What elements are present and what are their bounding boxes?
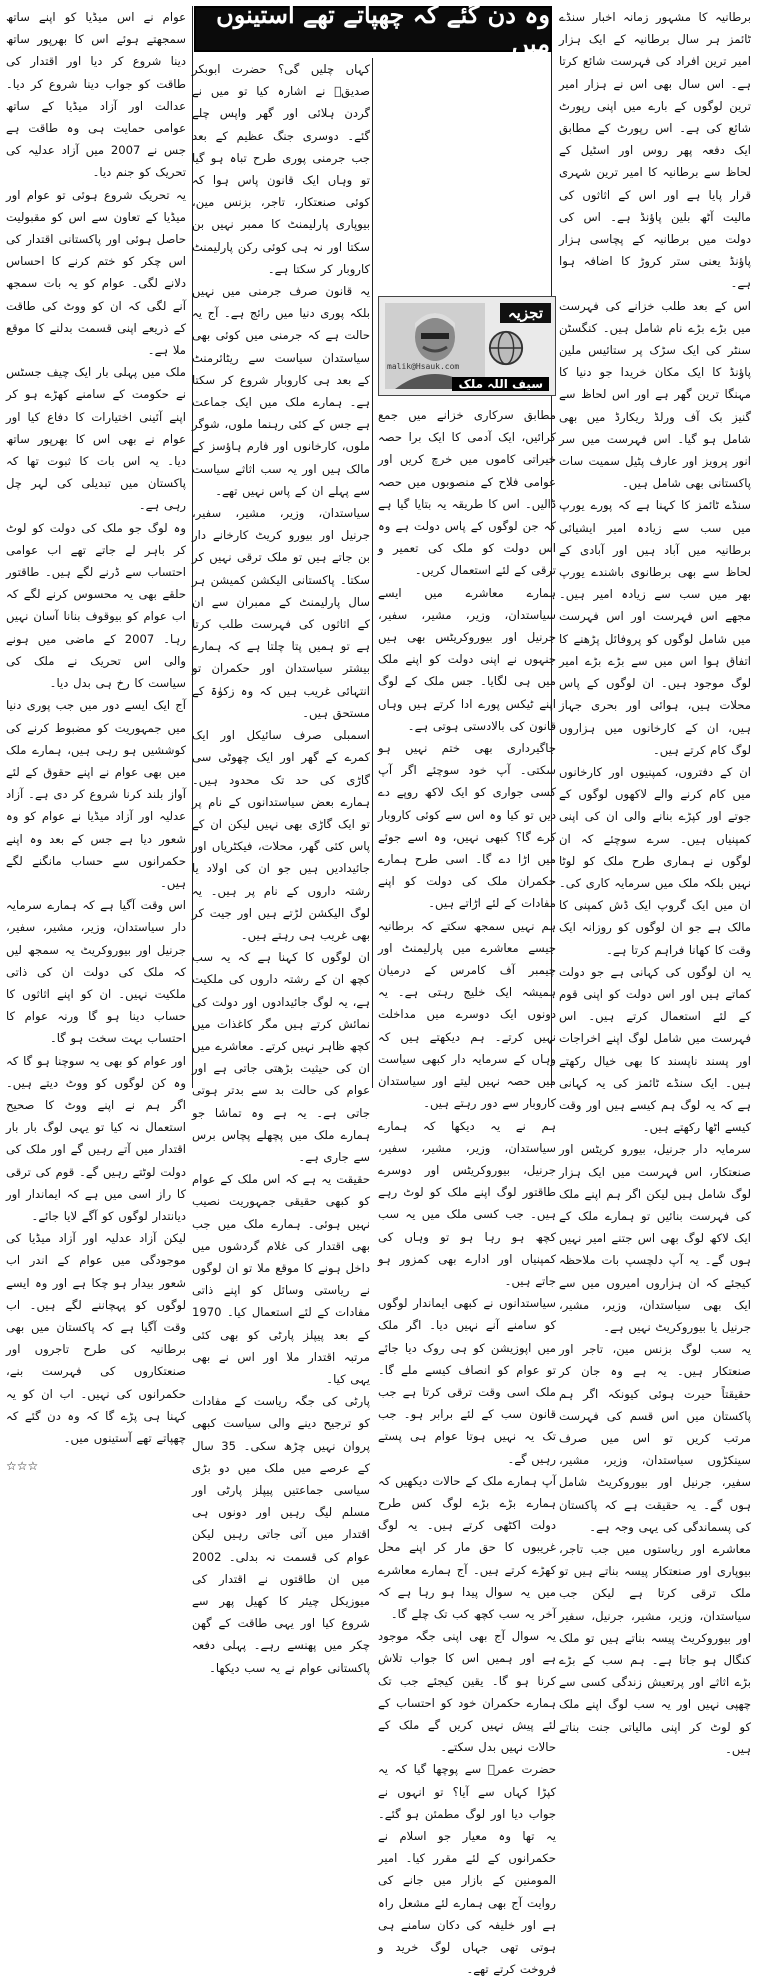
paragraph: عوام نے اس میڈیا کو اپنے ساتھ سمجھتے ہوئے اس کا بھرپور ساتھ دینا شروع کر دیا اور اقتدار کی طاقت کو جواب دینا شروع کر دیا۔ عدالت اور آزاد میڈیا کے ساتھ عوامی حمایت ہی وہ طاقت ہے جس نے 2007 میں آزاد عدلیہ کی تحریک کو جنم دیا۔: [6, 10, 186, 180]
paragraph: وہ لوگ جو ملک کی دولت کو لوٹ کر باہر لے جاتے تھے اب عوامی احتساب سے ڈرنے لگے ہیں۔ طاقتور حلقے بھی یہ محسوس کرنے لگے کہ اب عوام کو بیوقوف بنانا آسان نہیں رہا۔ 2007 کے ماضی میں ہونے والی اس تحریک نے ملک کی سیاست کا رخ ہی بدل دیا۔: [6, 520, 186, 691]
column-rule: [372, 58, 373, 1088]
column-4: [6, 6, 186, 1474]
paragraph: حقیقت یہ ہے کہ اس ملک کے عوام کو کبھی حقیقی جمہوریت نصیب نہیں ہوئی۔ ہمارے ملک میں جب بھی اقتدار کی غلام گردشوں میں داخل ہونے کا موقع ملا تو ان لوگوں نے ریاستی وسائل کو اپنے ذاتی مفادات کے لئے استعمال کیا۔ 1970 کے بعد پیپلز پارٹی کو بھی کئی مرتبہ اقتدار ملا اور اس نے بھی یہی کیا۔: [192, 1172, 370, 1386]
paragraph: پارٹی کی جگہ ریاست کے مفادات کو ترجیح دینے والی سیاست کبھی پروان نہیں چڑھ سکی۔ 35 سال کے عرصے میں ملک میں دو بڑی سیاسی جماعتیں پیپلز پارٹی اور مسلم لیگ رہیں اور دونوں ہی اقتدار میں آتی جاتی رہیں لیکن عوام کی قسمت نہ بدلی۔ 2002 میں ان طاقتوں نے اقتدار کی میوزیکل چیئر کا کھیل پھر سے شروع کیا اور یہی طاقت کے گھن چکر میں پھنسے رہے۔ پہلی دفعہ پاکستانی عوام نے یہ سب دیکھا۔: [192, 1394, 370, 1675]
column-3-left-under-headline: [192, 58, 370, 1675]
paragraph: ہمارے معاشرے میں ایسے سیاستدان، وزیر، مشیر، سفیر، جرنیل اور بیوروکریٹس بھی ہیں جنہوں نے اپنی دولت کو اپنے ملک میں ہی لگایا۔ جس ملک کے لوگ اپنے ٹیکس پورے ادا کرتے ہیں وہاں قانون کی بالادستی ہوتی ہے۔: [378, 585, 556, 733]
paragraph: سرمایہ دار جرنیل، بیورو کریٹس اور صنعتکار، اس فہرست میں ایک ہزار لوگ شامل ہیں لیکن اگر ہم اپنے ملک کی فہرست بنائیں تو ہمارے ملک کے ایک لاکھ لوگ بھی اس جتنے امیر نہیں ہوں گے۔ یہ آپ دلچسپ بات ملاحظہ کیجئے کہ ان ہزاروں امیروں میں سے ایک بھی سیاستدان، وزیر، مشیر، جرنیل یا بیوروکریٹ نہیں ہے۔: [559, 1142, 751, 1334]
paragraph: یہ سوال آج بھی اپنی جگہ موجود ہے اور ہمیں اس کا جواب تلاش کرنا ہو گا۔ یقین کیجئے جب تک ہمارے حکمران خود کو احتساب کے لئے پیش نہیں کریں گے ملک کے حالات نہیں بدل سکتے۔: [378, 1629, 556, 1755]
paragraph: آپ ہمارے ملک کے حالات دیکھیں کہ ہمارے بڑے بڑے لوگ کس طرح دولت اکٹھی کرتے ہیں۔ یہ لوگ غریبوں کا حق مار کر اپنے محل کھڑے کرتے ہیں۔ آج ہمارے معاشرے میں یہ سوال پیدا ہو رہا ہے کہ آخر یہ سب کچھ کب تک چلے گا۔: [378, 1473, 556, 1621]
paragraph: جاگیرداری بھی ختم نہیں ہو سکتی۔ آپ خود سوچئے اگر آپ کسی جواری کو ایک لاکھ روپے دے دیں تو کیا وہ اس سے کوئی کاروبار کرے گا؟ کبھی نہیں، وہ اسے جوئے میں اڑا دے گا۔ اسی طرح ہمارے حکمران ملک کی دولت کو اپنے مفادات کے لئے اڑاتے ہیں۔: [378, 741, 556, 911]
columnist-byline: سیف اللہ ملک: [452, 377, 549, 391]
paragraph: برطانیہ کا مشہور زمانہ اخبار سنڈے ٹائمز ہر سال برطانیہ کے ایک ہزار امیر ترین افراد کی فہرست شائع کرتا ہے۔ اس سال بھی اس نے ہزار امیر ترین لوگوں کے بارے میں اپنی رپورٹ شائع کی ہے۔ اس رپورٹ کے مطابق ایک دفعہ پھر روس اور اسٹیل کے لحاظ سے برطانیہ کا امیر ترین شہری قرار پایا ہے اور اس کے اثاثوں کی مالیت آٹھ بلین پاؤنڈ ہے۔ اس کی دولت میں برطانیہ کے پچاسی ہزار پاؤنڈ یعنی ستر کروڑ کا اضافہ ہوا ہے۔: [559, 10, 751, 291]
paragraph: یہ سب لوگ بزنس مین، تاجر اور صنعتکار ہیں۔ یہ ہے وہ جان کر حقیقتاً حیرت ہوئی کیونکہ اگر ہم پاکستان میں اس قسم کی فہرست مرتب کریں تو اس میں صرف سینکڑوں سیاستدان، وزیر، مشیر، سفیر، جرنیل اور بیوروکریٹ شامل ہوں گے۔ یہ حقیقت ہے کہ پاکستان کی پسماندگی کی یہی وجہ ہے۔: [559, 1342, 751, 1534]
paragraph: ان کے دفتروں، کمپنیوں اور کارخانوں میں کام کرنے والے لاکھوں لوگوں کے جوتے اور کپڑے بنانے والی ان کی اپنی کمپنیاں ہیں۔ سرے سوچئے کہ ان لوگوں نے ہماری طرح ملک کو لوٹا نہیں بلکہ ملک میں سرمایہ کاری کی۔ ان میں ایک گروپ ایک ڈش کمپنی کا مالک ہے جو ان لوگوں کو روزانہ ایک وقت کا کھانا فراہم کرتا ہے۔: [559, 764, 751, 957]
paragraph: آج ایک ایسے دور میں جب پوری دنیا میں جمہوریت کو مضبوط کرنے کی کوششیں ہو رہی ہیں، ہمارے ملک میں بھی عوام نے اپنے حقوق کے لئے آواز بلند کرنا شروع کر دی ہے۔ آزاد عدلیہ اور آزاد میڈیا نے عوام کو وہ شعور دیا ہے جس کے بعد وہ اپنے حکمرانوں سے حساب مانگنے لگے ہیں۔: [6, 698, 186, 890]
paragraph: ان لوگوں کا کہنا ہے کہ یہ سب کچھ ان کے رشتہ داروں کی ملکیت ہے، یہ لوگ جائیدادوں اور دولت کی نمائش کرتے ہیں مگر کاغذات میں کچھ ظاہر نہیں کرتے۔ معاشرے میں ان کی حیثیت بڑھتی جاتی ہے اور عوام کی حالت بد سے بدتر ہوتی جاتی ہے۔ یہ ہے وہ تماشا جو ہمارے ملک میں پچھلے پچاس برس سے جاری ہے۔: [192, 950, 370, 1164]
globe-icon: [487, 329, 525, 367]
paragraph: ہم نہیں سمجھ سکتے کہ برطانیہ جیسے معاشرے میں پارلیمنٹ اور چیمبر آف کامرس کے درمیان ہمیشہ ایک خلیج رہتی ہے۔ یہ دونوں ایک دوسرے میں مداخلت نہیں کرتے۔ ہم دیکھتے ہیں کہ وہاں کے سرمایہ دار کبھی سیاست میں حصہ نہیں لیتے اور سیاستدان کاروبار سے دور رہتے ہیں۔: [378, 918, 556, 1111]
paragraph: سنڈے ٹائمز کا کہنا ہے کہ پورے یورپ میں سب سے زیادہ امیر ایشیائی برطانیہ میں آباد ہیں اور آبادی کے لحاظ سے بھی برطانوی باشندے یورپ بھر میں سب سے زیادہ امیر ہیں۔ مجھے اس فہرست اور اس فہرست میں شامل لوگوں کو پروفائل پڑھنے کا اتفاق ہوا اس میں سے بڑے بڑے امیر لوگ موجود ہیں۔ ان لوگوں کے پاس محلات ہیں، ہوائی اور بحری جہاز ہیں، ان کے کارخانوں میں ہزاروں لوگ کام کرتے ہیں۔: [559, 498, 751, 757]
paragraph: اور عوام کو بھی یہ سوچنا ہو گا کہ وہ کن لوگوں کو ووٹ دیتے ہیں۔ اگر ہم نے اپنے ووٹ کا صحیح استعمال نہ کیا تو یہی لوگ بار بار اقتدار میں آتے رہیں گے اور ملک کی دولت لوٹتے رہیں گے۔ قوم کی ترقی کا راز اسی میں ہے کہ ایماندار اور دیانتدار لوگوں کو آگے لایا جائے۔: [6, 1053, 186, 1223]
paragraph: معاشرے اور ریاستوں میں جب تاجر، بیوپاری اور صنعتکار پیسہ بناتے ہیں تو ملک ترقی کرتا ہے لیکن جب سیاستدان، وزیر، مشیر، جرنیل، سفیر اور بیوروکریٹ پیسہ بناتے ہیں تو ملک کنگال ہو جاتا ہے۔ ہم سب کے بڑے بڑے اثاثے اور پرتعیش زندگی کسی سے چھپی نہیں اور یہ سب لوگ اپنے ملک کو لوٹ کر اپنی مالیاتی جنت بناتے ہیں۔: [559, 1542, 751, 1756]
column-1: [559, 6, 751, 1756]
headline-text: وہ دن گئے کہ چھپاتے تھے آستینوں میں: [216, 0, 550, 58]
paragraph: ملک میں پہلی بار ایک چیف جسٹس نے حکومت کے سامنے کھڑے ہو کر اپنے آئینی اختیارات کا دفاع کیا اور عوام نے بھی اس کا بھرپور ساتھ دیا۔ یہ اس بات کا ثبوت تھا کہ پاکستان میں تبدیلی کی لہر چل رہی ہے۔: [6, 365, 186, 513]
paragraph: اس کے بعد طلب خزانے کی فہرست میں بڑے بڑے نام شامل ہیں۔ کنگسٹن سنٹر کی ایک سڑک پر ستائیس ملین پاؤنڈ کا ایک مکان خریدا جو دنیا کا مہنگا ترین گھر ہے اور اس لحاظ سے گنیز بک آف ورلڈ ریکارڈ میں بھی شامل ہو گیا۔ اس فہرست میں سر انور پرویز اور عارف پٹیل سمیت سات پاکستانی بھی شامل ہیں۔: [559, 298, 751, 491]
end-mark: ☆☆☆: [6, 1459, 39, 1474]
paragraph: کہاں چلیں گی؟ حضرت ابوبکر صدیقؓ نے اشارہ کیا تو میں نے گردن ہلائی اور گھر واپس چلے گئے۔ دوسری جنگ عظیم کے بعد جب جرمنی پوری طرح تباہ ہو گیا تو وہاں ایک قانون پاس ہوا کہ کوئی صنعتکار، تاجر، بزنس مین، بیوپاری پارلیمنٹ کا ممبر نہیں بن سکتا اور نہ ہی کوئی رکن پارلیمنٹ کاروبار کر سکتا ہے۔: [192, 62, 370, 276]
paragraph: یہ تحریک شروع ہوئی تو عوام اور میڈیا کے تعاون سے اس کو مقبولیت حاصل ہوئی اور پاکستانی اقتدار کی اس چکر کو ختم کرنے کا احساس دلانے لگی۔ عوام کو یہ بات سمجھ آنے لگی کہ ان کو ووٹ کی طاقت کے ذریعے اپنی قسمت بدلنے کا موقع ملا ہے۔: [6, 187, 186, 358]
newspaper-page: [6, 0, 751, 1977]
paragraph: ہم نے یہ دیکھا کہ ہمارے سیاستدان، وزیر، مشیر، سفیر، جرنیل، بیوروکریٹس اور دوسرے طاقتور لوگ اپنے ملک کو لوٹ رہے ہیں۔ جب کسی ملک میں یہ سب کچھ ہو رہا ہو تو وہاں کی کمپنیاں اور ادارے بھی کمزور ہو جاتے ہیں۔: [378, 1118, 556, 1288]
paragraph: اسمبلی صرف سائیکل اور ایک کمرے کے گھر اور ایک چھوٹی سی گاڑی کی حد تک محدود ہیں۔ ہمارے بعض سیاستدانوں کے نام پر تو ایک گاڑی بھی نہیں لیکن ان کے پاس کئی گھر، محلات، فیکٹریاں اور جائیدادیں ہیں جو ان کی اولاد یا رشتہ داروں کے نام پر ہیں۔ یہ لوگ الیکشن لڑتے ہیں اور جیت کر بھی غریب ہی رہتے ہیں۔: [192, 728, 370, 942]
columnist-email: malik@Hsauk.com: [387, 362, 460, 371]
paragraph: حضرت عمرؓ سے پوچھا گیا کہ یہ کپڑا کہاں سے آیا؟ تو انہوں نے جواب دیا اور لوگ مطمئن ہو گئے۔ یہ تھا وہ معیار جو اسلام نے حکمرانوں کے لئے مقرر کیا۔ امیر المومنین کے بازار میں جانے کی روایت آج بھی ہمارے لئے مشعل راہ ہے اور خلیفہ کی دکان سامنے ہی ہوتی تھی جہاں لوگ خرید و فروخت کرتے تھے۔: [378, 1762, 556, 1977]
paragraph: یہ ان لوگوں کی کہانی ہے جو دولت کماتے ہیں اور اس دولت کو اپنی قوم کے لئے استعمال کرتے ہیں۔ اس فہرست میں شامل لوگ اپنے اخراجات اور پسند ناپسند کا بھی خیال رکھتے ہیں۔ ایک سنڈے ٹائمز کی یہ کہانی ہے کہ یہ لوگ ہم کیسے ہیں اور وقت کیسے اٹھا رکھتے ہیں۔: [559, 964, 751, 1135]
paragraph: مطابق سرکاری خزانے میں جمع کرائیں، ایک آدمی کا ایک برا حصہ خیراتی کاموں میں خرچ کریں اور عوامی فلاح کے منصوبوں میں حصہ ڈالیں۔ اس کا طریقہ یہ بتایا گیا ہے کہ جن لوگوں کے پاس دولت ہے وہ اس دولت کو ملک کی تعمیر و ترقی کے لئے استعمال کریں۔: [378, 408, 556, 578]
columnist-photo-box: [378, 296, 556, 396]
paragraph: سیاستدانوں نے کبھی ایماندار لوگوں کو سامنے آنے نہیں دیا۔ اگر ملک میں اپوزیشن کو ہی روک دیا جائے تو عوام کو انصاف کیسے ملے گا۔ ملک اسی وقت ترقی کرتا ہے جب قانون سب کے لئے برابر ہو۔ جب تک یہ نہیں ہوتا عوام ہی پستے رہیں گے۔: [378, 1296, 556, 1466]
article-headline: [194, 0, 552, 58]
paragraph: اس وقت آگیا ہے کہ ہمارے سرمایہ دار سیاستدان، وزیر، مشیر، سفیر، جرنیل اور بیوروکریٹ یہ سمجھ لیں کہ ملک کی دولت ان کی ذاتی ملکیت نہیں۔ ان کو اپنے اثاثوں کا حساب دینا ہو گا ورنہ عوام کا احتساب بہت سخت ہو گا۔: [6, 898, 186, 1046]
column-2-right-under-headline: [378, 58, 556, 1977]
column-badge: تجزیہ: [500, 303, 551, 323]
paragraph: یہ قانون صرف جرمنی میں نہیں بلکہ پوری دنیا میں رائج ہے۔ آج یہ حالت ہے کہ جرمنی میں کوئی بھی سیاستدان سیاست سے ریٹائرمنٹ کے بعد ہی کاروبار شروع کر سکتا ہے۔ ہمارے ملک میں ایک جماعت ہے جس کے کئی رہنما ملوں، شوگر ملوں، کارخانوں اور فارم ہاؤسز کے مالک ہیں اور یہ سب اثاثے سیاست سے پہلے ان کے پاس نہیں تھے۔: [192, 284, 370, 498]
paragraph: لیکن آزاد عدلیہ اور آزاد میڈیا کی موجودگی میں عوام کے اندر اب شعور بیدار ہو چکا ہے اور وہ ایسے لوگوں کو پہچاننے لگے ہیں۔ اب وقت آگیا ہے کہ پاکستان میں بھی برطانیہ کی طرح تاجروں اور صنعتکاروں کی فہرست بنے، حکمرانوں کی نہیں۔ اب ان کو یہ کہنا ہی پڑے گا کہ وہ دن گئے کہ چھپاتے تھے آستینوں میں۔: [6, 1231, 186, 1445]
paragraph: سیاستدان، وزیر، مشیر، سفیر، جرنیل اور بیورو کریٹ کارخانے دار بن جاتے ہیں تو ملک ترقی نہیں کر سکتا۔ پاکستانی الیکشن کمیشن ہر سال پارلیمنٹ کے ممبران سے ان کے اثاثوں کی فہرست طلب کرتا ہے تو ہمیں پتا چلتا ہے کہ ہمارے بیشتر سیاستدان اور حکمران تو انتہائی غریب ہیں کہ وہ زکوٰۃ کے مستحق ہیں۔: [192, 506, 370, 720]
